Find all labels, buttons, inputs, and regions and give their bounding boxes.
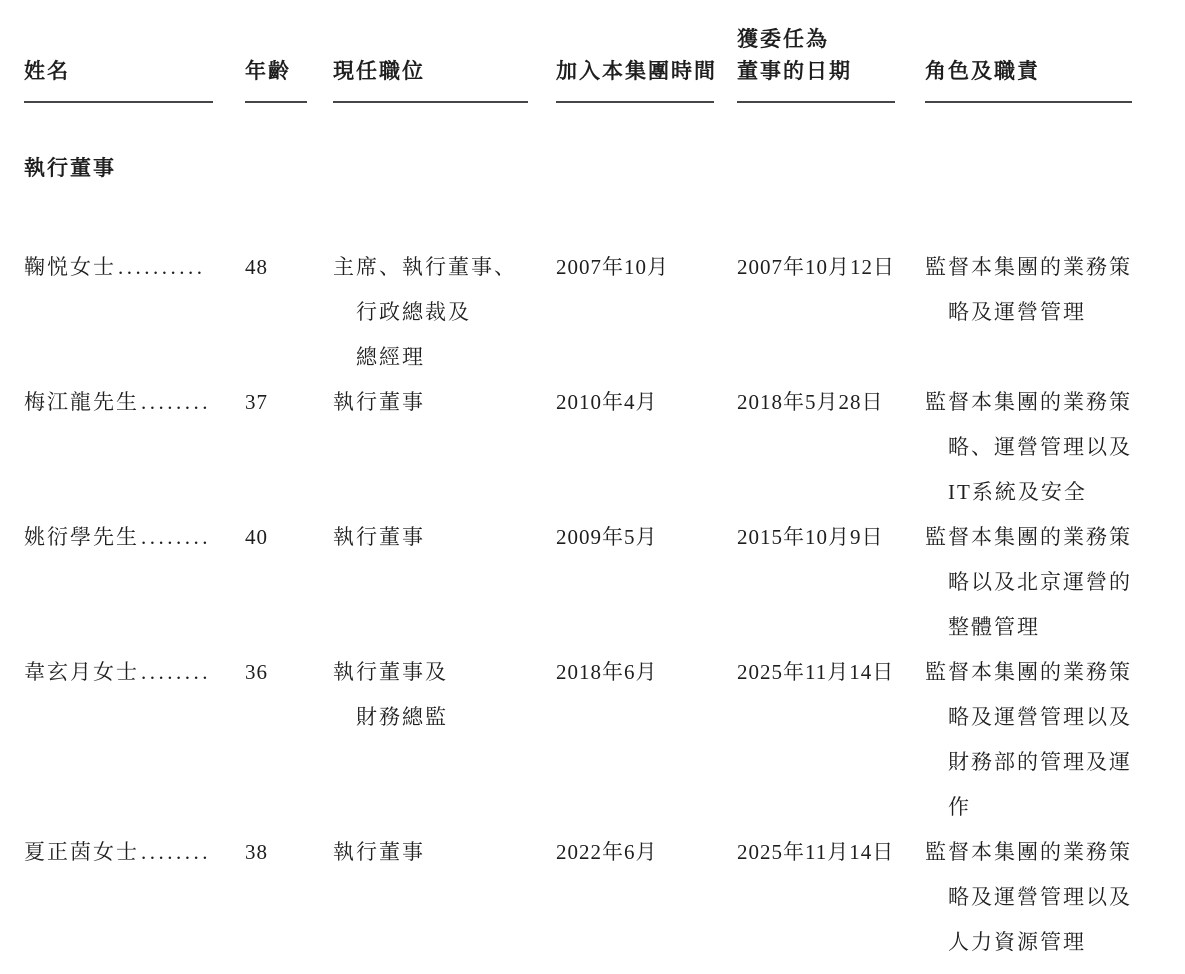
joined-cell <box>556 380 737 515</box>
column-header-position <box>333 24 556 103</box>
appointed-cell <box>737 515 925 650</box>
role-line: 監督本集團的業務策 <box>925 255 1132 279</box>
position-cell <box>333 650 556 830</box>
role-line: 監督本集團的業務策 <box>925 390 1132 414</box>
appointed-date: 2018年5月28日 <box>737 390 884 414</box>
position-cell <box>333 245 556 380</box>
role-line: 略及運營管理 <box>948 300 1086 324</box>
name-cell <box>24 380 245 515</box>
director-name: 姚衍學先生 <box>24 525 139 549</box>
appointed-date: 2015年10月9日 <box>737 525 884 549</box>
name-cell <box>24 650 245 830</box>
position-line: 主席、執行董事、 <box>333 255 517 279</box>
joined-cell <box>556 650 737 830</box>
appointed-cell <box>737 650 925 830</box>
dot-leader: .......... <box>118 255 206 279</box>
joined-cell <box>556 245 737 380</box>
dot-leader: ........ <box>141 840 211 864</box>
joined-date: 2010年4月 <box>556 390 658 414</box>
header-underline <box>333 101 528 103</box>
header-underline <box>245 101 307 103</box>
appointed-cell <box>737 245 925 380</box>
joined-cell <box>556 515 737 650</box>
position-line: 行政總裁及 <box>356 300 471 324</box>
roles-cell <box>925 650 1185 830</box>
header-underline <box>925 101 1132 103</box>
role-line: 監督本集團的業務策 <box>925 840 1132 864</box>
role-line: 略、運營管理以及 <box>948 435 1132 459</box>
name-cell <box>24 830 245 965</box>
joined-cell <box>556 830 737 965</box>
role-line: 整體管理 <box>948 615 1040 639</box>
appointed-cell <box>737 380 925 515</box>
joined-date: 2007年10月 <box>556 255 669 279</box>
role-line: IT系統及安全 <box>948 480 1087 504</box>
position-line: 執行董事及 <box>333 660 448 684</box>
director-name: 鞠悦女士 <box>24 255 116 279</box>
table-row <box>0 830 1185 965</box>
header-underline <box>556 101 714 103</box>
table-row <box>0 515 1185 650</box>
column-header-appointed <box>737 24 925 103</box>
dot-leader: ........ <box>141 390 211 414</box>
joined-date: 2018年6月 <box>556 660 658 684</box>
age-cell <box>245 380 333 515</box>
column-header-age <box>245 24 333 103</box>
roles-cell <box>925 245 1185 380</box>
section-title: 執行董事 <box>24 157 116 180</box>
position-line: 財務總監 <box>356 705 448 729</box>
role-line: 作 <box>948 795 971 819</box>
column-header-roles <box>925 24 1185 103</box>
column-header-name <box>24 24 245 103</box>
appointed-date: 2007年10月12日 <box>737 255 895 279</box>
director-age: 48 <box>245 255 268 279</box>
role-line: 監督本集團的業務策 <box>925 525 1132 549</box>
column-header-label: 角色及職責 <box>925 60 1040 83</box>
header-underline <box>737 101 895 103</box>
joined-date: 2022年6月 <box>556 840 658 864</box>
table-row <box>0 380 1185 515</box>
appointed-date: 2025年11月14日 <box>737 840 895 864</box>
age-cell <box>245 830 333 965</box>
director-name: 夏正茵女士 <box>24 840 139 864</box>
table-row <box>0 650 1185 830</box>
position-line: 執行董事 <box>333 390 425 414</box>
name-cell <box>24 515 245 650</box>
roles-cell <box>925 515 1185 650</box>
column-header-label: 現任職位 <box>333 60 425 83</box>
role-line: 略及運營管理以及 <box>948 885 1132 909</box>
age-cell <box>245 245 333 380</box>
column-header-label-line1: 獲委任為 <box>737 28 829 51</box>
position-line: 執行董事 <box>333 525 425 549</box>
director-age: 40 <box>245 525 268 549</box>
director-age: 36 <box>245 660 268 684</box>
table-header-row <box>0 0 1185 103</box>
column-header-label: 加入本集團時間 <box>556 60 717 83</box>
position-cell <box>333 380 556 515</box>
dot-leader: ........ <box>141 660 211 684</box>
roles-cell <box>925 380 1185 515</box>
role-line: 人力資源管理 <box>948 930 1086 954</box>
dot-leader: ........ <box>141 525 211 549</box>
table-body <box>0 245 1185 965</box>
role-line: 略及運營管理以及 <box>948 705 1132 729</box>
column-header-joined <box>556 24 737 103</box>
appointed-date: 2025年11月14日 <box>737 660 895 684</box>
column-header-label: 姓名 <box>24 60 70 83</box>
role-line: 略以及北京運營的 <box>948 570 1132 594</box>
position-cell <box>333 830 556 965</box>
director-age: 37 <box>245 390 268 414</box>
position-cell <box>333 515 556 650</box>
role-line: 監督本集團的業務策 <box>925 660 1132 684</box>
position-line: 執行董事 <box>333 840 425 864</box>
joined-date: 2009年5月 <box>556 525 658 549</box>
director-name: 梅江龍先生 <box>24 390 139 414</box>
name-cell <box>24 245 245 380</box>
role-line: 財務部的管理及運 <box>948 750 1132 774</box>
column-header-label: 年齡 <box>245 60 291 83</box>
age-cell <box>245 650 333 830</box>
appointed-cell <box>737 830 925 965</box>
director-age: 38 <box>245 840 268 864</box>
position-line: 總經理 <box>356 345 425 369</box>
director-name: 韋玄月女士 <box>24 660 139 684</box>
column-header-label-line2: 董事的日期 <box>737 60 852 83</box>
header-underline <box>24 101 213 103</box>
table-row <box>0 245 1185 380</box>
age-cell <box>245 515 333 650</box>
roles-cell <box>925 830 1185 965</box>
